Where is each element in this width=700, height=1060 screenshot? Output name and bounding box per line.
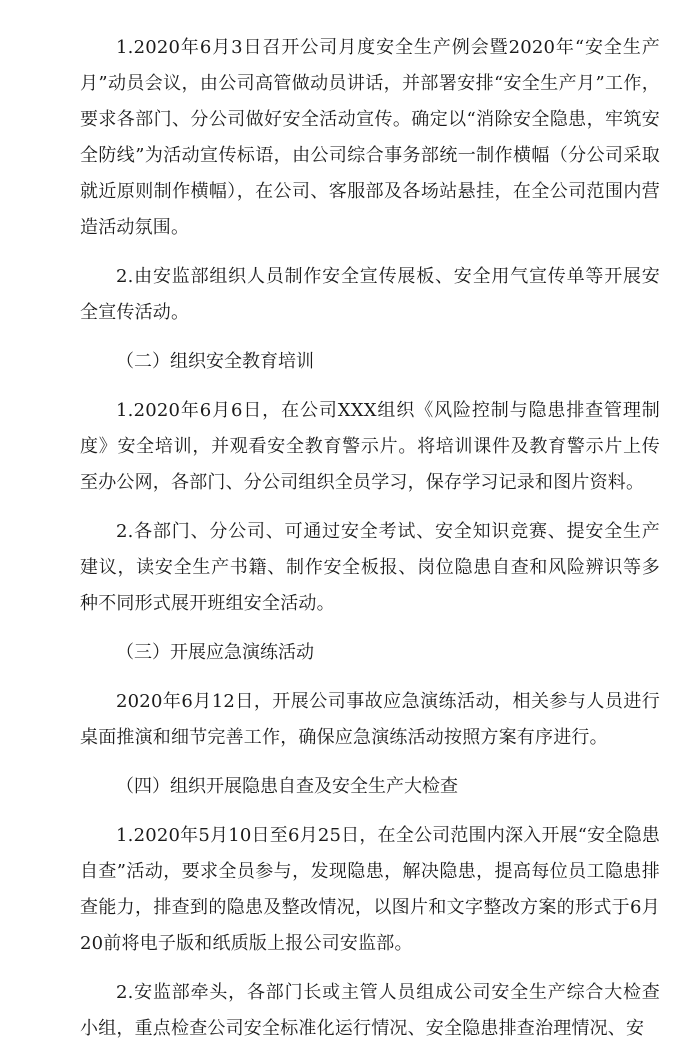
paragraph-7: 2.安监部牵头，各部门长或主管人员组成公司安全生产综合大检查小组，重点检查公司安全标准化运行情况、安全隐患排查治理情况、安 (80, 982, 660, 1039)
paragraph-2: 2.由安监部组织人员制作安全宣传展板、安全用气宣传单等开展安全宣传活动。 (80, 266, 660, 323)
paragraph-1: 1.2020年6月3日召开公司月度安全生产例会暨2020年“安全生产月”动员会议，由公司高管做动员讲话，并部署安排“安全生产月”工作，要求各部门、分公司做好安全活动宣传。确定以“消除安全隐患，牢筑安全防线”为活动宣传标语，由公司综合事务部统一制作横幅（分公司采取就近原则制作横幅），在公司、客服部及各场站悬挂，在全公司范围内营造活动氛围。 (80, 37, 660, 238)
paragraph-3: 1.2020年6月6日，在公司XXX组织《风险控制与隐患排查管理制度》安全培训，并观看安全教育警示片。将培训课件及教育警示片上传至办公网，各部门、分公司组织全员学习，保存学习记录和图片资料。 (80, 400, 660, 493)
paragraph-6: 1.2020年5月10日至6月25日，在全公司范围内深入开展“安全隐患自查”活动，要求全员参与，发现隐患，解决隐患，提高每位员工隐患排查能力，排查到的隐患及整改情况，以图片和文字整改方案的形式于6月20前将电子版和纸质版上报公司安监部。 (80, 825, 660, 954)
paragraph-4: 2.各部门、分公司、可通过安全考试、安全知识竞赛、提安全生产建议，读安全生产书籍、制作安全板报、岗位隐患自查和风险辨识等多种不同形式展开班组安全活动。 (80, 521, 660, 614)
section-heading-3: （三）开展应急演练活动 (116, 642, 314, 663)
section-heading-2: （二）组织安全教育培训 (116, 351, 314, 372)
document-page (80, 30, 660, 1060)
section-heading-4: （四）组织开展隐患自查及安全生产大检查 (116, 776, 458, 797)
paragraph-5: 2020年6月12日，开展公司事故应急演练活动，相关参与人员进行桌面推演和细节完善工作，确保应急演练活动按照方案有序进行。 (80, 691, 660, 748)
